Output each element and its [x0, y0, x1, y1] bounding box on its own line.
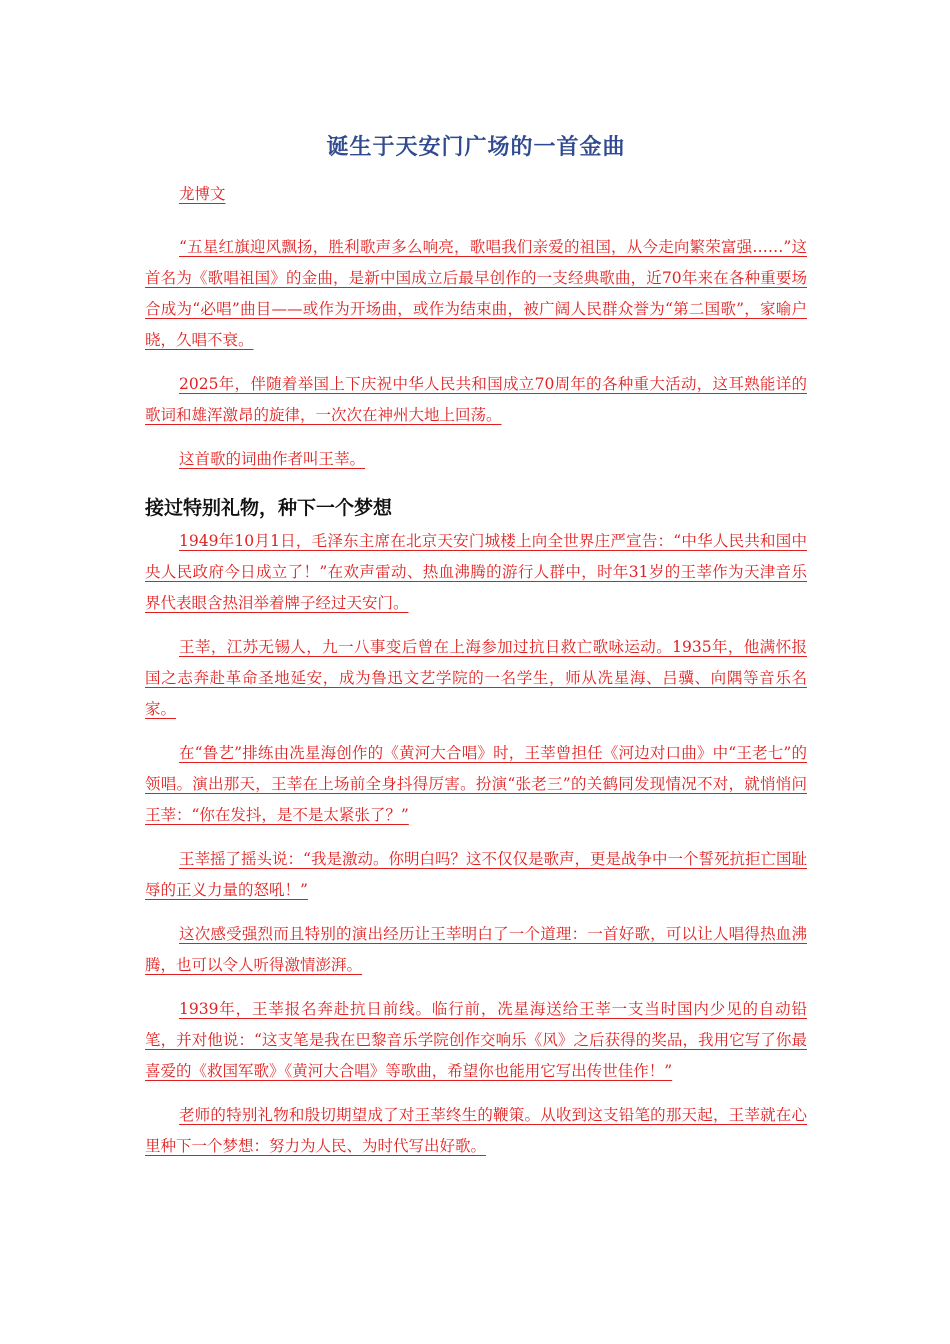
section-paragraph: 老师的特别礼物和殷切期望成了对王莘终生的鞭策。从收到这支铅笔的那天起，王莘就在心里种下一个梦想：努力为人民、为时代写出好歌。 [145, 1106, 807, 1155]
section-heading: 接过特别礼物，种下一个梦想 [145, 497, 393, 519]
document-content [145, 130, 807, 1175]
intro-paragraph: 这首歌的词曲作者叫王莘。 [179, 450, 366, 468]
section-paragraph: 王莘，江苏无锡人，九一八事变后曾在上海参加过抗日救亡歌咏运动。1935年，他满怀报国之志奔赴革命圣地延安，成为鲁迅文艺学院的一名学生，师从冼星海、吕骥、向隅等音乐名家。 [145, 638, 807, 718]
section-paragraph: 王莘摇了摇头说：“我是激动。你明白吗？这不仅仅是歌声，更是战争中一个誓死抗拒亡国耻辱的正义力量的怒吼！” [145, 850, 807, 899]
author-name: 龙博文 [179, 185, 226, 203]
document-title: 诞生于天安门广场的一首金曲 [326, 135, 626, 160]
section-paragraph: 在“鲁艺”排练由冼星海创作的《黄河大合唱》时，王莘曾担任《河边对口曲》中“王老七”的领唱。演出那天，王莘在上场前全身抖得厉害。扮演“张老三”的关鹤同发现情况不对，就悄悄问王莘：“你在发抖，是不是太紧张了？” [145, 744, 807, 824]
section-paragraph: 这次感受强烈而且特别的演出经历让王莘明白了一个道理：一首好歌，可以让人唱得热血沸腾，也可以令人听得激情澎湃。 [145, 925, 807, 974]
intro-paragraph: 2025年，伴随着举国上下庆祝中华人民共和国成立70周年的各种重大活动，这耳熟能详的歌词和雄浑激昂的旋律，一次次在神州大地上回荡。 [145, 375, 807, 424]
intro-paragraph: “五星红旗迎风飘扬，胜利歌声多么响亮，歌唱我们亲爱的祖国，从今走向繁荣富强……”这首名为《歌唱祖国》的金曲，是新中国成立后最早创作的一支经典歌曲，近70年来在各种重要场合成为“必唱”曲目——或作为开场曲，或作为结束曲，被广阔人民群众誉为“第二国歌”，家喻户晓，久唱不衰。 [145, 238, 807, 349]
section-paragraph: 1949年10月1日，毛泽东主席在北京天安门城楼上向全世界庄严宣告：“中华人民共和国中央人民政府今日成立了！”在欢声雷动、热血沸腾的游行人群中，时年31岁的王莘作为天津音乐界代表眼含热泪举着牌子经过天安门。 [145, 532, 807, 612]
section-paragraph: 1939年，王莘报名奔赴抗日前线。临行前，冼星海送给王莘一支当时国内少见的自动铅笔，并对他说：“这支笔是我在巴黎音乐学院创作交响乐《风》之后获得的奖品，我用它写了你最喜爱的《救国军歌》《黄河大合唱》等歌曲，希望你也能用它写出传世佳作！” [145, 1000, 807, 1080]
